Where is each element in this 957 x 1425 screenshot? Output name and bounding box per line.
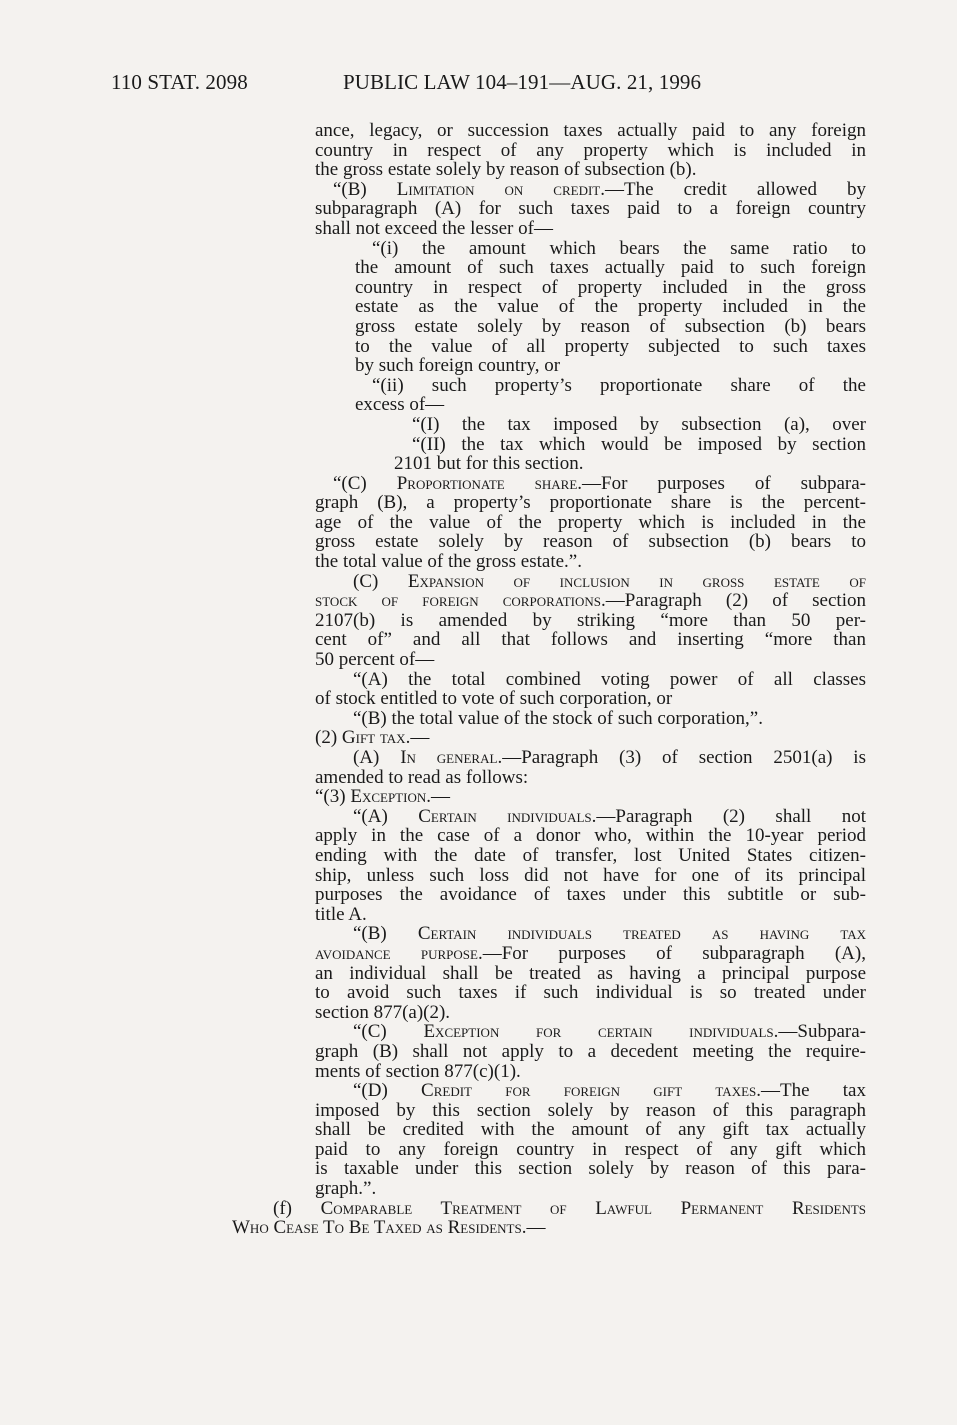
line-text: “(A) — [353, 806, 419, 827]
text-line — [315, 944, 866, 964]
text-line — [353, 807, 866, 827]
line-text: is taxable under this section solely by reason of this para- — [315, 1159, 866, 1180]
heading-small-caps: Certain individuals treated as having tax — [417, 924, 866, 944]
line-text: .— — [405, 727, 430, 749]
line-text: “(D) — [353, 1081, 422, 1101]
line-text: .—Paragraph (2) of section — [601, 591, 866, 611]
line-text: gross estate solely by reason of subsection (b) bears to — [315, 532, 866, 553]
text-line — [315, 846, 866, 866]
line-text: ending with the date of transfer, lost United States citizen- — [315, 845, 866, 866]
line-text: .—For purposes of subpara- — [577, 473, 866, 494]
line-text: country in respect of property included in the gross — [355, 277, 866, 298]
line-text: “(B) the total value of the stock of such corporation,”. — [353, 707, 763, 729]
statute-text — [0, 121, 957, 1238]
text-line — [232, 1218, 866, 1238]
line-text: ship, unless such loss did not have for one of its principal — [315, 865, 866, 886]
text-line — [412, 435, 866, 455]
heading-small-caps: Expansion of inclusion in gross estate of — [407, 571, 866, 592]
text-line — [315, 591, 866, 611]
text-line — [315, 1101, 866, 1121]
text-line — [353, 1022, 866, 1042]
heading-small-caps: Credit for foreign gift taxes — [421, 1081, 757, 1101]
text-line — [355, 337, 866, 357]
line-text: ance, legacy, or succession taxes actually paid to any foreign — [315, 121, 866, 141]
text-line — [315, 1120, 866, 1140]
line-text: the total value of the gross estate.”. — [315, 551, 582, 573]
line-text: to avoid such taxes if such individual is so treated under — [315, 983, 866, 1003]
page-citation: 110 STAT. 2098 — [111, 70, 248, 94]
heading-small-caps: stock of foreign corporations — [315, 591, 601, 611]
heading-small-caps: Exception — [350, 786, 427, 808]
heading-small-caps: Limitation on credit — [396, 179, 601, 200]
line-text: “(I) the tax imposed by subsection (a), over — [412, 414, 866, 435]
heading-small-caps: In general — [400, 748, 498, 768]
text-line — [273, 1199, 866, 1219]
text-line — [315, 1042, 866, 1062]
line-text: graph (B), a property’s proportionate share is the percent- — [315, 493, 866, 513]
text-line — [372, 376, 866, 396]
text-line — [315, 1179, 866, 1199]
line-text: .—The tax — [756, 1081, 866, 1101]
text-line — [315, 160, 866, 180]
line-text: excess of— — [355, 394, 445, 416]
line-text: by such foreign country, or — [355, 355, 561, 377]
text-line — [315, 493, 866, 513]
line-text: the amount of such taxes actually paid to such foreign — [355, 258, 866, 278]
line-text: 2107(b) is amended by striking “more than 50 per- — [315, 610, 866, 631]
line-text: title A. — [315, 903, 367, 925]
heading-small-caps: avoidance purpose — [315, 943, 478, 964]
text-line — [315, 866, 866, 886]
line-text: cent of” and all that follows and inserting “more than — [315, 630, 866, 651]
text-line — [315, 983, 866, 1003]
line-text: “(C) — [353, 1022, 424, 1042]
text-line — [355, 317, 866, 337]
line-text: gross estate solely by reason of subsection (b) bears — [355, 316, 866, 337]
line-text: graph.”. — [315, 1178, 377, 1200]
line-text: of stock entitled to vote of such corporation, or — [315, 688, 673, 710]
text-line — [315, 826, 866, 846]
text-line — [315, 1062, 866, 1082]
line-text: “(B) — [353, 924, 418, 944]
line-text: ments of section 877(c)(1). — [315, 1060, 521, 1082]
text-line — [333, 474, 866, 494]
heading-small-caps: Certain individuals — [418, 806, 592, 827]
line-text: .—For purposes of subparagraph (A), — [477, 943, 866, 964]
heading-small-caps: Gift tax — [341, 727, 406, 749]
text-line — [333, 180, 866, 200]
text-line — [353, 572, 866, 592]
line-text: “(i) the amount which bears the same ratio to — [372, 238, 866, 259]
text-line — [355, 297, 866, 317]
text-line — [315, 199, 866, 219]
running-header — [111, 70, 702, 95]
text-line — [315, 728, 866, 748]
line-text: subparagraph (A) for such taxes paid to a foreign country — [315, 199, 866, 219]
text-line — [315, 219, 866, 239]
line-text: age of the value of the property which is included in the — [315, 512, 866, 533]
line-text: (C) — [353, 571, 408, 592]
line-text: section 877(a)(2). — [315, 1001, 451, 1023]
text-line — [394, 454, 866, 474]
heading-small-caps: Exception for certain individuals — [423, 1022, 774, 1042]
line-text: country in respect of any property which is included in — [315, 140, 866, 161]
text-line — [315, 1003, 866, 1023]
line-text: “(ii) such property’s proportionate share of the — [372, 375, 866, 396]
line-text: estate as the value of the property included in the — [355, 297, 866, 317]
line-text: the gross estate solely by reason of subsection (b). — [315, 159, 697, 181]
line-text: “(A) the total combined voting power of all classes — [353, 669, 866, 690]
text-line — [355, 258, 866, 278]
text-line — [412, 415, 866, 435]
line-text: .— — [521, 1217, 546, 1239]
heading-small-caps: Comparable Treatment of Lawful Permanent Residents — [320, 1198, 866, 1219]
text-line — [315, 1159, 866, 1179]
line-text: 50 percent of— — [315, 649, 435, 671]
text-line — [315, 552, 866, 572]
text-line — [372, 239, 866, 259]
line-text: “(B) — [333, 179, 397, 200]
text-line — [315, 905, 866, 925]
text-line — [355, 356, 866, 376]
text-line — [353, 670, 866, 690]
text-line — [355, 278, 866, 298]
line-text: “(II) the tax which would be imposed by section — [412, 434, 866, 455]
text-line — [315, 885, 866, 905]
text-line — [315, 964, 866, 984]
text-line — [315, 768, 866, 788]
line-text: an individual shall be treated as having a principal purpose — [315, 963, 866, 984]
text-line — [315, 513, 866, 533]
line-text: apply in the case of a donor who, within the 10-year period — [315, 826, 866, 846]
text-line — [315, 689, 866, 709]
line-text: .—The credit allowed by — [600, 179, 866, 200]
line-text: purposes the avoidance of taxes under this subtitle or sub- — [315, 885, 866, 905]
text-line — [315, 630, 866, 650]
text-line — [353, 709, 866, 729]
line-text: .— — [426, 786, 450, 808]
line-text: shall not exceed the lesser of— — [315, 217, 553, 239]
law-title-date: PUBLIC LAW 104–191—AUG. 21, 1996 — [343, 70, 702, 94]
text-line — [315, 611, 866, 631]
line-text: 2101 but for this section. — [394, 453, 584, 475]
text-line — [315, 787, 866, 807]
line-text: amended to read as follows: — [315, 766, 529, 788]
text-line — [353, 924, 866, 944]
line-text: “(3) — [315, 786, 351, 808]
line-text: paid to any foreign country in respect of any gift which — [315, 1139, 866, 1160]
heading-small-caps: Proportionate share — [396, 473, 578, 494]
line-text: .—Paragraph (3) of section 2501(a) is — [497, 748, 866, 768]
line-text: imposed by this section solely by reason of this paragraph — [315, 1100, 866, 1121]
line-text: graph (B) shall not apply to a decedent meeting the require- — [315, 1041, 866, 1062]
line-text: .—Paragraph (2) shall not — [591, 806, 866, 827]
text-line — [315, 121, 866, 141]
text-line — [315, 141, 866, 161]
heading-small-caps: Who Cease To Be Taxed as Residents — [232, 1217, 522, 1239]
text-line — [353, 1081, 866, 1101]
text-line — [315, 532, 866, 552]
text-line — [355, 395, 866, 415]
line-text: (f) — [273, 1198, 321, 1219]
line-text: shall be credited with the amount of any gift tax actually — [315, 1120, 866, 1140]
line-text: to the value of all property subjected to such taxes — [355, 336, 866, 357]
line-text: “(C) — [333, 473, 397, 494]
text-line — [315, 1140, 866, 1160]
line-text: (2) — [315, 727, 342, 749]
text-line — [353, 748, 866, 768]
line-text: (A) — [353, 748, 401, 768]
line-text: .—Subpara- — [773, 1022, 866, 1042]
text-line — [315, 650, 866, 670]
